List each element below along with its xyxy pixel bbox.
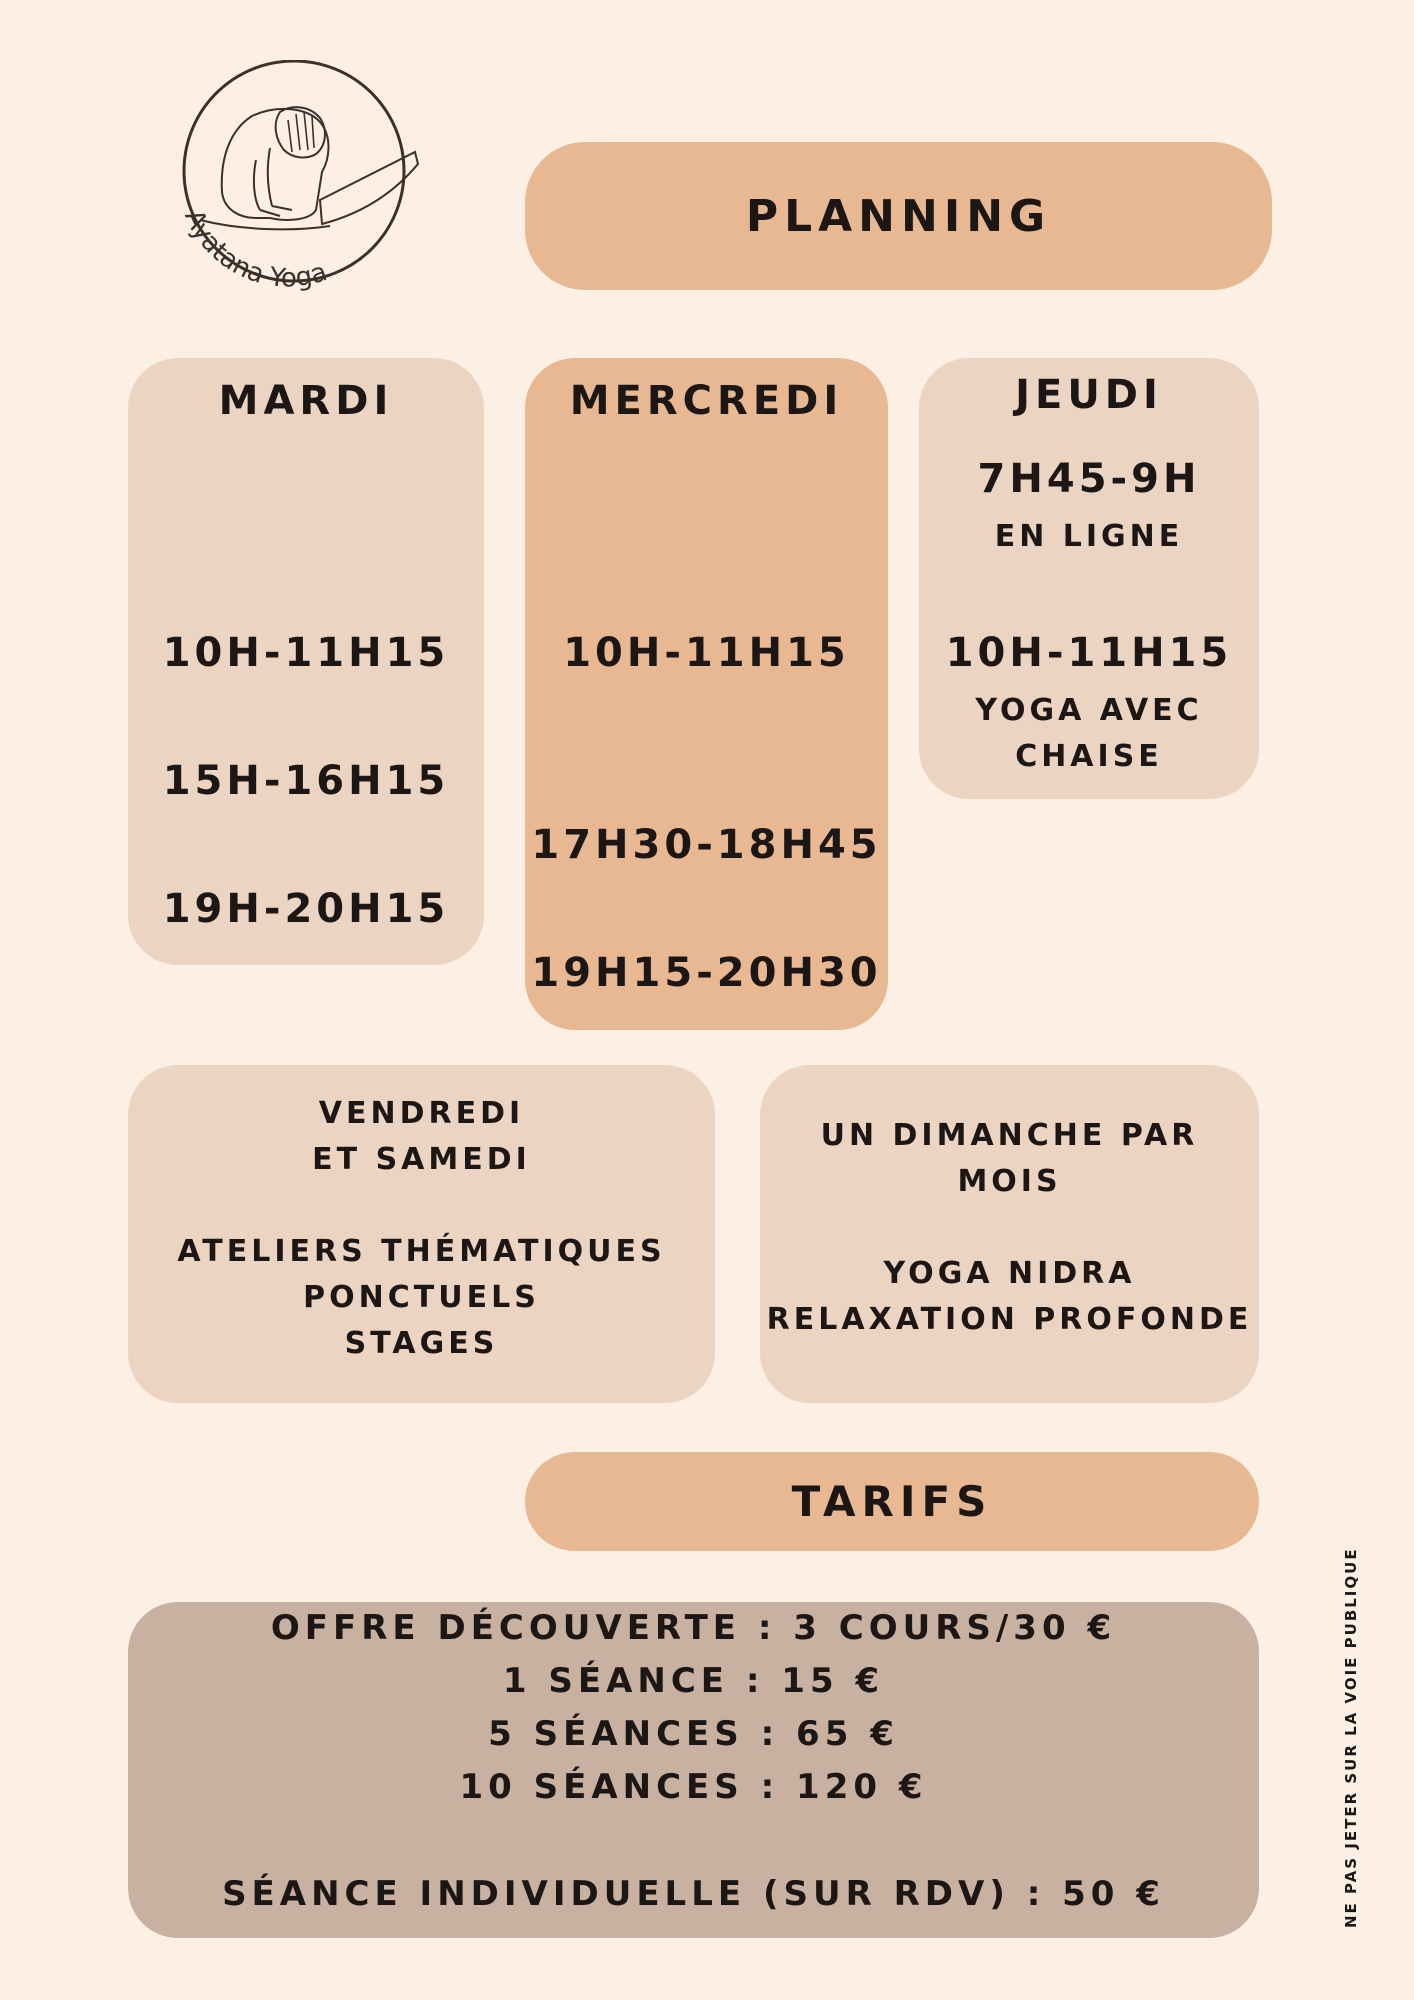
slot-note: EN LIGNE: [994, 519, 1184, 554]
time-slot: 10H-11H15: [162, 630, 450, 676]
tarif-line: 1 SÉANCE : 15 €: [502, 1661, 885, 1701]
time-slot: 10H-11H15: [563, 630, 850, 676]
time-slot: 19H-20H15: [162, 886, 450, 932]
slot-note: YOGA AVEC: [975, 693, 1203, 728]
page-title: PLANNING: [745, 190, 1052, 242]
weekend-card: [128, 1065, 715, 1403]
weekend-title: VENDREDI: [318, 1096, 525, 1131]
footer-notice: NE PAS JETER SUR LA VOIE PUBLIQUE: [1342, 1547, 1360, 1928]
weekend-detail: STAGES: [344, 1326, 499, 1361]
time-slot: 7H45-9H: [977, 456, 1201, 502]
day-name: MERCREDI: [569, 378, 844, 424]
tarif-line: OFFRE DÉCOUVERTE : 3 COURS/30 €: [270, 1608, 1117, 1648]
planning-header: [525, 142, 1272, 290]
time-slot: 19H15-20H30: [531, 950, 882, 996]
weekend-detail: PONCTUELS: [303, 1280, 540, 1315]
logo: [160, 60, 428, 302]
yoga-pose-icon: [160, 60, 428, 302]
day-name: MARDI: [218, 378, 394, 424]
logo-text: Ayatana Yoga: [178, 205, 331, 294]
day-card-mercredi: [525, 358, 888, 1030]
tarif-individual: SÉANCE INDIVIDUELLE (SUR RDV) : 50 €: [222, 1874, 1165, 1914]
time-slot: 10H-11H15: [945, 630, 1233, 676]
tarif-line: 10 SÉANCES : 120 €: [459, 1767, 928, 1807]
sunday-title: MOIS: [957, 1164, 1062, 1199]
sunday-title: UN DIMANCHE PAR: [820, 1118, 1199, 1153]
tarifs-title: TARIFS: [791, 1477, 993, 1526]
day-card-jeudi: [919, 358, 1259, 799]
time-slot: 17H30-18H45: [531, 822, 882, 868]
day-name: JEUDI: [1015, 372, 1163, 418]
tarifs-card: [128, 1602, 1259, 1938]
time-slot: 15H-16H15: [162, 758, 450, 804]
tarif-line: 5 SÉANCES : 65 €: [488, 1714, 899, 1754]
sunday-detail: YOGA NIDRA: [883, 1256, 1136, 1291]
slot-note: CHAISE: [1015, 739, 1163, 774]
tarifs-header: [525, 1452, 1259, 1551]
sunday-detail: RELAXATION PROFONDE: [766, 1302, 1253, 1337]
day-card-mardi: [128, 358, 484, 965]
weekend-title: ET SAMEDI: [312, 1142, 531, 1177]
weekend-detail: ATELIERS THÉMATIQUES: [177, 1234, 666, 1269]
sunday-card: [760, 1065, 1259, 1403]
